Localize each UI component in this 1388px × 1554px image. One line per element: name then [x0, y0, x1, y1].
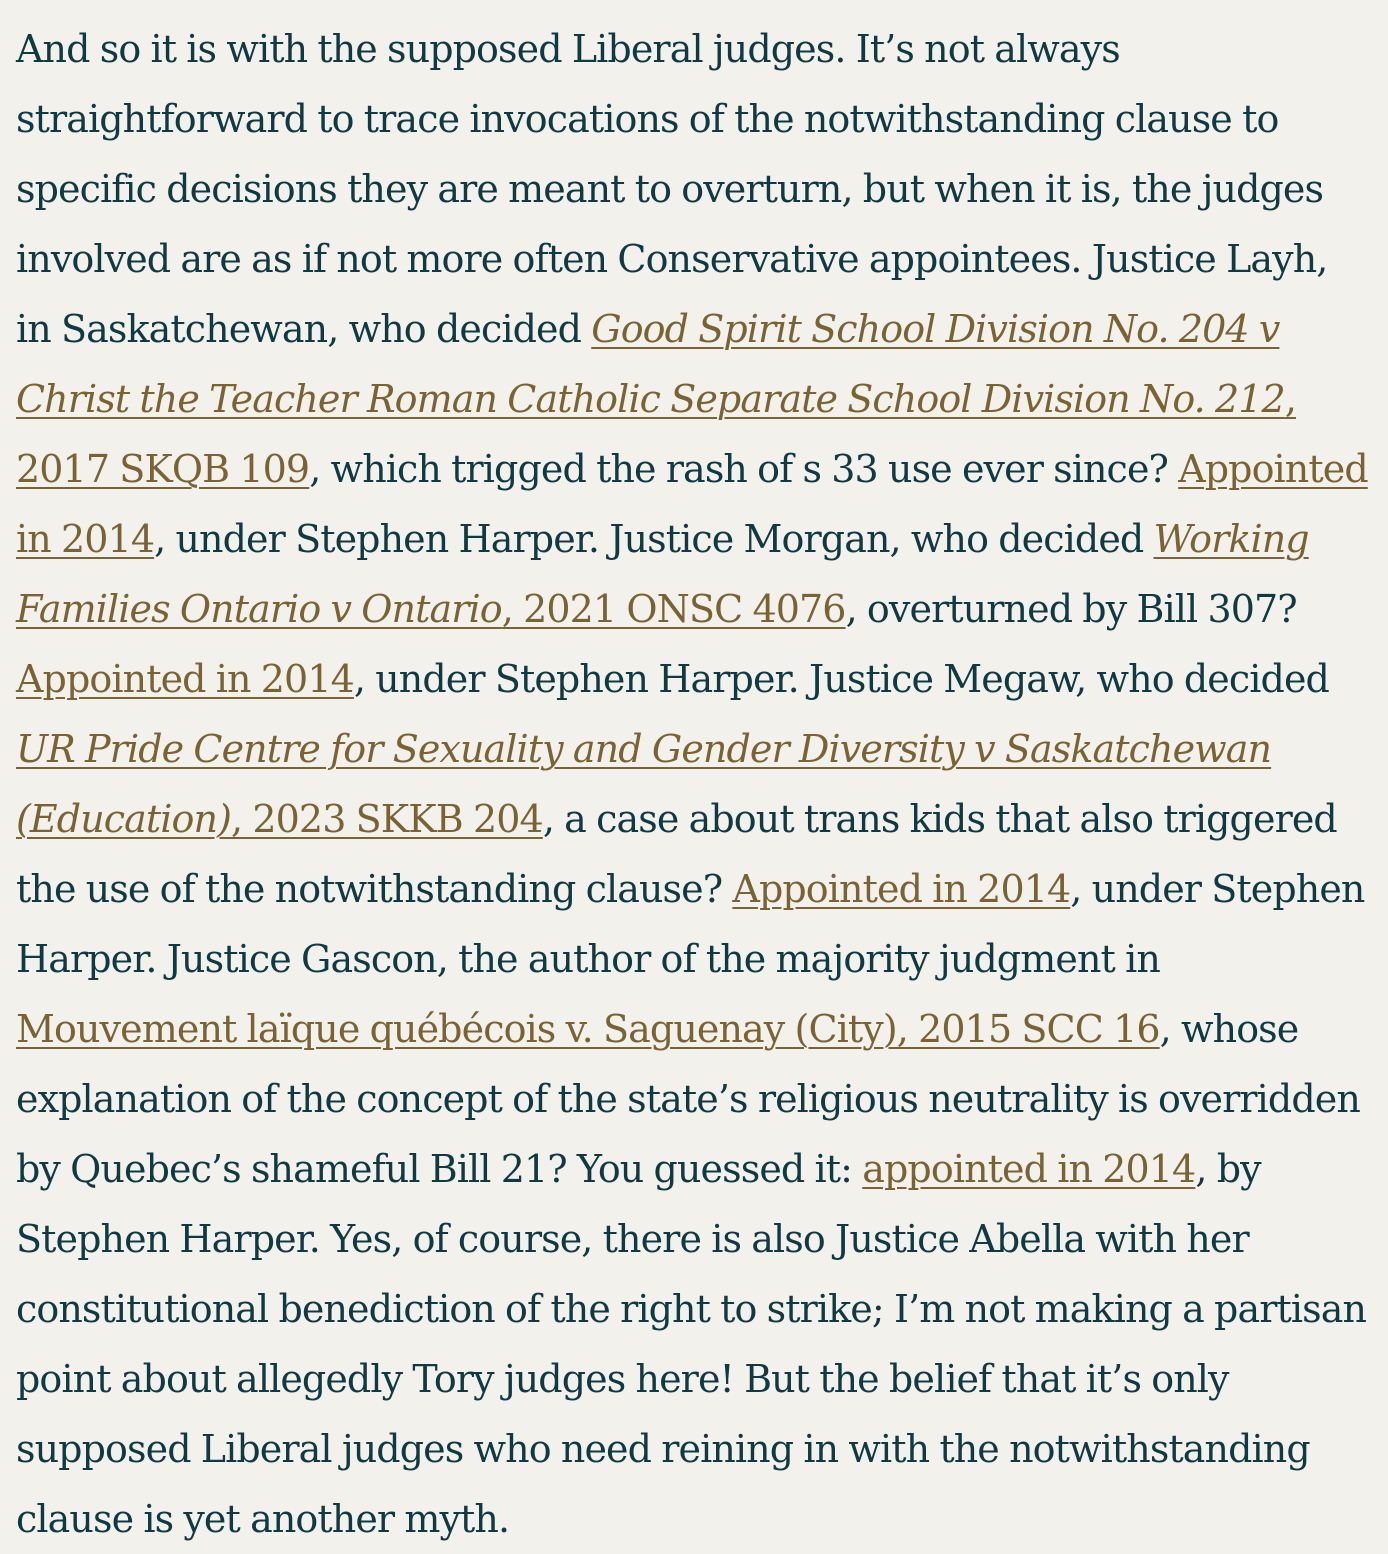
paragraph-text: , whose explanation of the concept of the state’s religious neutrality is overridden by Quebec’s shameful Bill 21? You guessed it: [16, 1007, 1360, 1191]
paragraph-text: , which trigged the rash of s 33 use ever since? [309, 447, 1179, 491]
case-citation: , 2021 ONSC 4076 [501, 587, 846, 631]
paragraph-text: , under Stephen Harper. Justice Gascon, the author of the majority judgment in [16, 867, 1365, 981]
paragraph-text: , by Stephen Harper. Yes, of course, there is also Justice Abella with her constitutional benediction of the right to strike; I’m not making a partisan point about allegedly Tory judges here! But the belief that it’s only supposed Liberal judges who need reining in with the notwithstanding clause is yet another myth. [16, 1147, 1367, 1541]
paragraph-text: , a case about trans kids that also triggered the use of the notwithstanding clause? [16, 797, 1337, 911]
case-title: UR Pride Centre for Sexuality and Gender Diversity v Saskatchewan (Education) [16, 727, 1272, 841]
link-morgan-appointment[interactable]: Appointed in 2014 [16, 657, 354, 701]
case-citation: , 2023 SKKB 204 [231, 797, 543, 841]
link-layh-appointment[interactable]: Appointed in 2014 [16, 447, 1368, 561]
link-megaw-appointment[interactable]: Appointed in 2014 [732, 867, 1071, 911]
paragraph-text: , under Stephen Harper. Justice Megaw, who decided [353, 657, 1329, 701]
article-paragraph [16, 14, 1370, 1554]
link-mouvement-laique-case[interactable]: Mouvement laïque québécois v. Saguenay (City), 2015 SCC 16 [16, 1007, 1160, 1051]
case-title: Good Spirit School Division No. 204 v Christ the Teacher Roman Catholic Separate School Division No. 212 [16, 307, 1285, 421]
paragraph-text: , under Stephen Harper. Justice Morgan, who decided [154, 517, 1154, 561]
case-citation: , 2017 SKQB 109 [16, 377, 1297, 491]
case-title: Working Families Ontario v Ontario [16, 517, 1309, 631]
link-gascon-appointment[interactable]: appointed in 2014 [862, 1147, 1196, 1191]
paragraph-text: And so it is with the supposed Liberal judges. It’s not always straightforward to trace invocations of the notwithstanding clause to specific decisions they are meant to overturn, but when it is, the judges involved are as if not more often Conservative appointees. Justice Layh, in Saskatchewan, who decided [16, 27, 1328, 351]
paragraph-text: , overturned by Bill 307? [845, 587, 1297, 631]
